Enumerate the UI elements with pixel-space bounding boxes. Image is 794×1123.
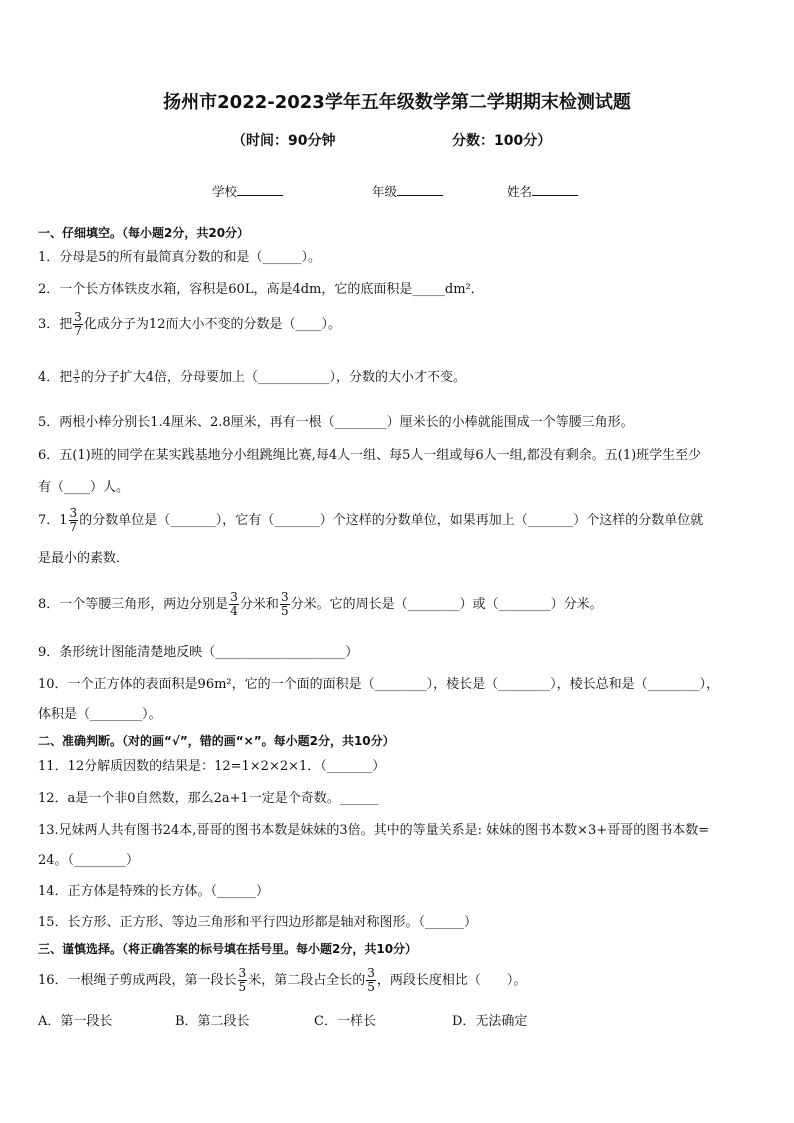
name-blank[interactable] (532, 183, 578, 196)
q7-text: 的分数单位是（_______），它有（_______）个这样的分数单位，如果再加上（_______）个这样的分数单位就 (79, 513, 704, 528)
question-4 (38, 368, 466, 388)
option-c[interactable]: C．一样长 (314, 1014, 376, 1029)
q4-denominator: 5 (74, 377, 79, 385)
q7-denominator: 7 (69, 520, 78, 534)
grade-label: 年级 (372, 184, 398, 199)
q8-numerator-1: 3 (230, 590, 238, 604)
question-5: 5．两根小棒分别长1.4厘米、2.8厘米，再有一根（________）厘米长的小棒就能围成一个等腰三角形。 (38, 415, 634, 430)
grade-blank[interactable] (397, 183, 443, 196)
question-14: 14．正方体是特殊的长方体。（______） (38, 884, 270, 899)
question-7-line-2: 是最小的素数． (38, 551, 130, 566)
question-13-line-2: 24。（________） (38, 853, 140, 868)
q3-suffix: 化成分子为12而大小不变的分数是（____）。 (83, 317, 341, 332)
q7-numerator: 3 (69, 506, 78, 520)
q16-denominator-1: 5 (238, 980, 247, 994)
q8-prefix: 8．一个等腰三角形，两边分别是 (38, 597, 229, 612)
q8-suffix: 分米。它的周长是（________）或（________）分米。 (290, 597, 603, 612)
q16-numerator-2: 3 (367, 966, 375, 980)
section-2-heading: 二、准确判断。（对的画“√”，错的画“×”。每小题2分，共10分） (38, 734, 395, 748)
option-a[interactable]: A．第一段长 (38, 1014, 113, 1029)
grade-field[interactable] (372, 182, 443, 200)
q8-fraction-1 (229, 591, 239, 618)
question-9: 9．条形统计图能清楚地反映（____________________） (38, 645, 359, 660)
q16-middle: 米，第二段占全长的 (248, 973, 366, 988)
question-7 (38, 505, 703, 537)
q8-numerator-2: 3 (280, 590, 289, 604)
q4-prefix: 4．把 (38, 370, 73, 385)
question-6-line-2: 有（____）人。 (38, 480, 130, 495)
q16-prefix: 16．一根绳子剪成两段，第一段长 (38, 973, 237, 988)
section-1-heading: 一、仔细填空。（每小题2分，共20分） (38, 226, 250, 240)
q16-denominator-2: 5 (367, 980, 375, 994)
q3-prefix: 3．把 (38, 317, 73, 332)
question-10-line-2: 体积是（________）。 (38, 707, 162, 722)
q8-denominator-2: 5 (280, 604, 289, 618)
school-label: 学校 (212, 184, 238, 199)
q3-denominator: 7 (74, 324, 82, 338)
school-blank[interactable] (237, 183, 283, 196)
q4-numerator: 3 (74, 369, 79, 377)
question-3 (38, 309, 341, 341)
name-field[interactable] (507, 182, 578, 200)
question-16 (38, 965, 526, 997)
question-8 (38, 589, 603, 621)
q8-fraction-2 (280, 591, 290, 618)
q3-fraction (73, 311, 83, 338)
option-d[interactable]: D．无法确定 (452, 1014, 528, 1029)
exam-score: 分数：100分） (452, 133, 552, 149)
q7-prefix: 7．1 (38, 513, 68, 528)
section-3-heading: 三、谨慎选择。（将正确答案的标号填在括号里。每小题2分，共10分） (38, 942, 418, 956)
q7-fraction (69, 507, 79, 534)
q8-middle: 分米和 (239, 597, 279, 612)
q16-fraction-2 (366, 967, 376, 994)
q4-fraction (73, 370, 79, 385)
question-12: 12．a是一个非0自然数，那么2a+1一定是个奇数。______ (38, 791, 379, 806)
question-10-line-1: 10．一个正方体的表面积是96m²，它的一个面的面积是（________），棱长是（________），棱长总和是（________）， (38, 677, 720, 692)
option-b[interactable]: B．第二段长 (175, 1014, 250, 1029)
q4-suffix: 的分子扩大4倍，分母要加上（___________），分数的大小才不变。 (80, 370, 467, 385)
exam-time: （时间：90分钟 (232, 133, 336, 149)
question-13-line-1: 13.兄妹两人共有图书24本,哥哥的图书本数是妹妹的3倍。其中的等量关系是: 妹妹的图书本数×3+哥哥的图书本数= (38, 823, 710, 838)
q16-numerator-1: 3 (238, 966, 247, 980)
q3-numerator: 3 (74, 310, 82, 324)
q16-fraction-1 (238, 967, 248, 994)
question-15: 15．长方形、正方形、等边三角形和平行四边形都是轴对称图形。（______） (38, 915, 478, 930)
school-field[interactable] (212, 182, 283, 200)
q16-suffix: ，两段长度相比（ ）。 (376, 973, 527, 988)
question-6-line-1: 6．五(1)班的同学在某实践基地分小组跳绳比赛,每4人一组、每5人一组或每6人一组,都没有剩余。五(1)班学生至少 (38, 448, 702, 463)
question-11: 11．12分解质因数的结果是：12=1×2×2×1．（_______） (38, 759, 386, 774)
page-title: 扬州市2022-2023学年五年级数学第二学期期末检测试题 (163, 92, 631, 113)
name-label: 姓名 (507, 184, 533, 199)
question-1: 1．分母是5的所有最简真分数的和是（______）。 (38, 250, 322, 265)
q8-denominator-1: 4 (230, 604, 238, 618)
question-2: 2．一个长方体铁皮水箱，容积是60L，高是4dm，它的底面积是_____dm²． (38, 282, 484, 297)
